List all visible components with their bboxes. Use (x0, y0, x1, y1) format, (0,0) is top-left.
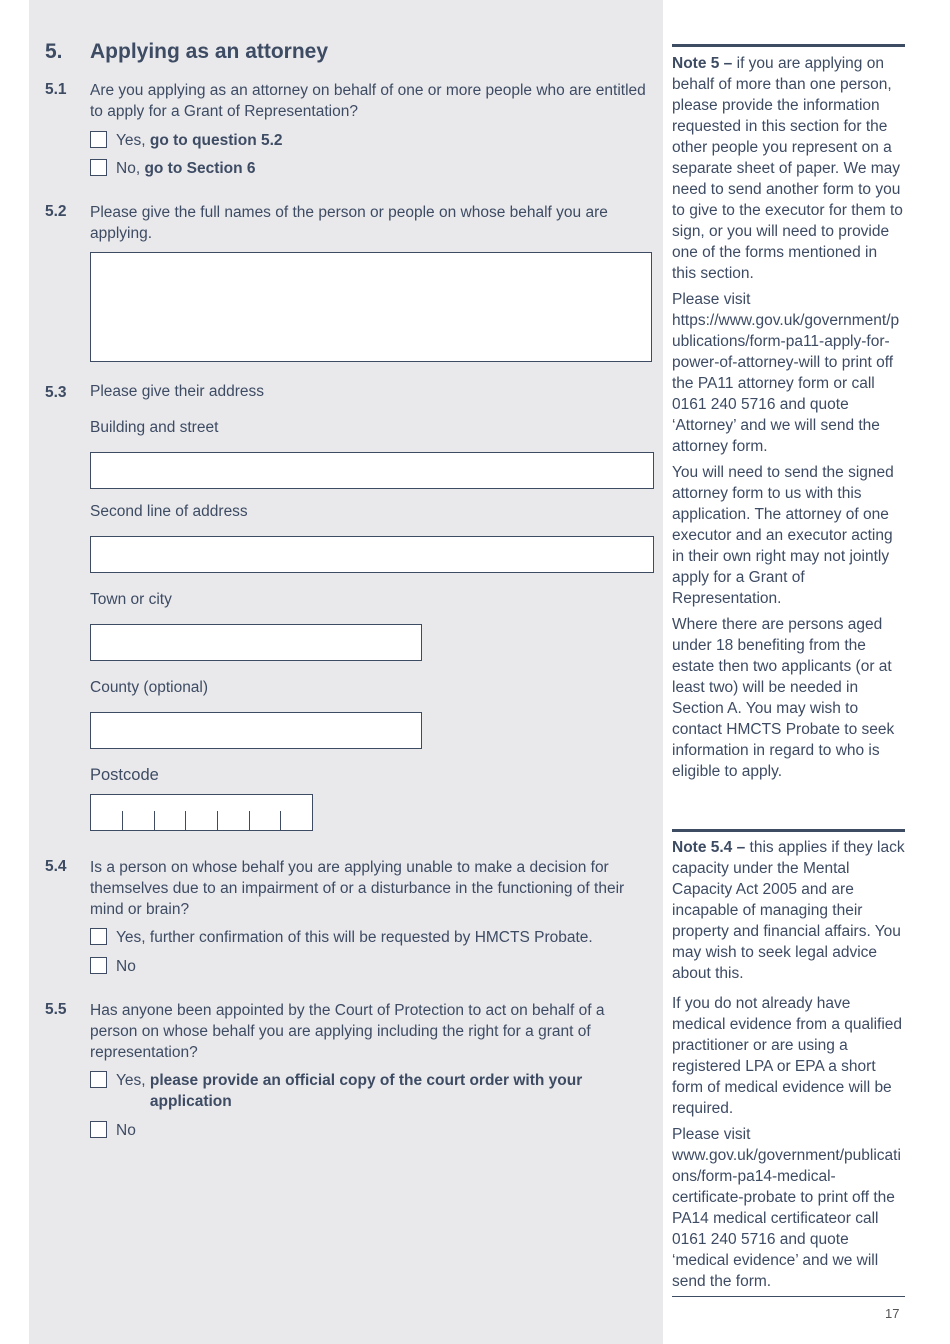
option-5-1-no-prefix: No, (116, 160, 145, 177)
option-5-5-no-label: No (116, 1122, 136, 1139)
option-5-5-yes-prefix: Yes, (116, 1072, 150, 1089)
town-city-label: Town or city (90, 591, 172, 608)
option-5-5-yes[interactable] (90, 1070, 630, 1112)
postcode-divider (185, 811, 186, 830)
postcode-divider (280, 811, 281, 830)
postcode-input[interactable] (90, 794, 313, 831)
option-5-1-no[interactable] (90, 158, 256, 179)
checkbox-5-5-no[interactable] (90, 1121, 107, 1138)
section-number: 5. (45, 40, 63, 63)
postcode-divider (249, 811, 250, 830)
note-5-top-rule (672, 44, 905, 47)
note-5-4-intro (672, 837, 905, 984)
option-5-1-yes[interactable] (90, 130, 283, 151)
note-5-4-title: Note 5.4 – (672, 839, 746, 856)
postcode-divider (122, 811, 123, 830)
note-5-4-text: this applies if they lack capacity under the Mental Capacity Act 2005 and are incapable of managing their property and financial affairs. You may wish to seek legal advice about this. (672, 839, 905, 982)
question-5-4-text: Is a person on whose behalf you are applying unable to make a decision for themselves due to an impairment of or a disturbance in the functioning of their mind or brain? (90, 859, 625, 918)
second-line-input[interactable] (90, 536, 654, 573)
question-5-2-text: Please give the full names of the person or people on whose behalf you are applying. (90, 204, 608, 242)
question-5-3-text: Please give their address (90, 383, 265, 400)
question-5-4-number: 5.4 (45, 858, 67, 875)
full-names-textarea[interactable] (90, 252, 652, 362)
note-5-4 (672, 837, 905, 1297)
postcode-divider (217, 811, 218, 830)
question-5-5-number: 5.5 (45, 1001, 67, 1018)
option-5-5-yes-instruction: please provide an official copy of the court order with your application (149, 1072, 583, 1110)
note-5-paragraph-3: You will need to send the signed attorney form to us with this application. The attorney of one executor and an executor acting in their own right may not jointly apply for a Grant of Representation. (672, 464, 894, 607)
option-5-1-no-instruction: go to Section 6 (144, 160, 256, 177)
county-label: County (optional) (90, 679, 209, 696)
question-5-5-text: Has anyone been appointed by the Court of Protection to act on behalf of a person on whose behalf you are applying including the right for a grant of representation? (90, 1002, 605, 1061)
note-5-title: Note 5 – (672, 55, 733, 72)
option-5-4-yes[interactable] (90, 927, 593, 948)
question-5-1-number: 5.1 (45, 81, 67, 98)
section-title: Applying as an attorney (90, 40, 329, 63)
option-5-4-yes-label: Yes, further confirmation of this will be requested by HMCTS Probate. (116, 929, 593, 946)
question-5-3-number: 5.3 (45, 384, 67, 401)
checkbox-5-1-yes[interactable] (90, 131, 107, 148)
option-5-4-no[interactable] (90, 956, 136, 977)
question-5-1-text: Are you applying as an attorney on behalf of one or more people who are entitled to apply for a Grant of Representation? (90, 82, 646, 120)
question-5-2-number: 5.2 (45, 203, 67, 220)
option-5-4-no-label: No (116, 958, 136, 975)
note-5 (672, 53, 905, 787)
checkbox-5-4-no[interactable] (90, 957, 107, 974)
note-5-intro (672, 53, 905, 284)
note-5-paragraph-4: Where there are persons aged under 18 benefiting from the estate then two applicants (or at least two) will be needed in Section A. You may wish to contact HMCTS Probate to seek information in regard to who is eligible to apply. (672, 616, 895, 780)
town-city-input[interactable] (90, 624, 422, 661)
option-5-5-no[interactable] (90, 1120, 136, 1141)
building-street-input[interactable] (90, 452, 654, 489)
postcode-label: Postcode (90, 766, 159, 784)
note-5-4-paragraph-2: If you do not already have medical evidence from a qualified practitioner or are using a registered LPA or EPA a short form of medical evidence will be required. (672, 995, 903, 1117)
note-5-paragraph-2: Please visit https://www.gov.uk/government/publications/form-pa11-apply-for-power-of-attorney-will to print off the PA11 attorney form or call 0161 240 5716 and quote ‘Attorney’ and we will send the attorney form. (672, 291, 900, 455)
building-street-label: Building and street (90, 419, 219, 436)
second-line-label: Second line of address (90, 503, 248, 520)
page-number: 17 (885, 1306, 900, 1321)
checkbox-5-1-no[interactable] (90, 159, 107, 176)
note-5-text: if you are applying on behalf of more than one person, please provide the information requested in this section for the other people you represent on a separate sheet of paper. We may need to send another form to you to give to the executor for them to sign, or you will need to provide one of the forms mentioned in this section. (672, 55, 903, 282)
checkbox-5-4-yes[interactable] (90, 928, 107, 945)
note-bottom-rule (672, 1296, 905, 1297)
option-5-1-yes-instruction: go to question 5.2 (149, 132, 283, 149)
option-5-1-yes-prefix: Yes, (116, 132, 150, 149)
note-5-4-paragraph-3: Please visit www.gov.uk/government/publications/form-pa14-medical-certificate-probate to print off the PA14 medical certificateor call 0161 240 5716 and quote ‘medical evidence’ and we will send the form. (672, 1126, 901, 1290)
county-input[interactable] (90, 712, 422, 749)
postcode-divider (154, 811, 155, 830)
checkbox-5-5-yes[interactable] (90, 1071, 107, 1088)
note-5-4-top-rule (672, 829, 905, 832)
